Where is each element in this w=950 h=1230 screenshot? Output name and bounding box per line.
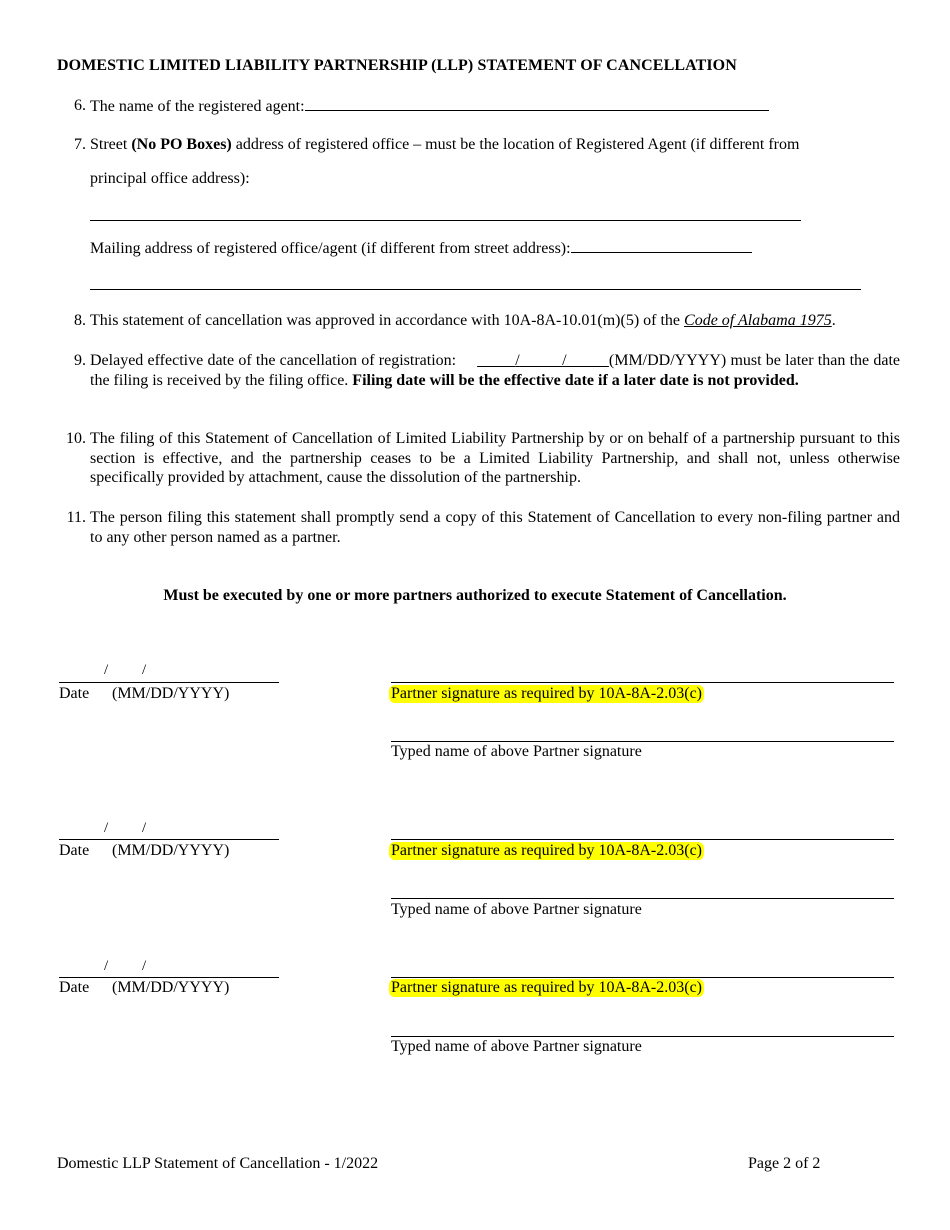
item-9-bold: Filing date will be the effective date if a later date is not provided. xyxy=(352,371,799,389)
item-11-text: The person filing this statement shall promptly send a copy of this Statement of Cancellation to every non-filing partner and to any other person named as a partner. xyxy=(90,509,900,546)
item-number: 8. xyxy=(74,312,86,329)
item-11 xyxy=(58,508,900,548)
typed-name-label: Typed name of above Partner signature xyxy=(391,743,642,760)
date-slash: / xyxy=(142,820,147,836)
signature-label: Partner signature as required by 10A-8A-2.03(c) xyxy=(391,685,703,702)
item-7-post: address of registered office – must be the location of Registered Agent (if different from xyxy=(231,136,800,153)
date-format: (MM/DD/YYYY) xyxy=(112,979,230,996)
registered-agent-name-field[interactable] xyxy=(305,96,769,111)
execute-notice: Must be executed by one or more partners authorized to execute Statement of Cancellation. xyxy=(163,587,787,604)
item-6-text: The name of the registered agent: xyxy=(90,98,305,115)
item-9-pre: Delayed effective date of the cancellation of registration: xyxy=(90,352,457,369)
footer-page-number: Page 2 of 2 xyxy=(748,1155,821,1172)
item-number: 6. xyxy=(74,97,86,114)
item-7-pre: Street xyxy=(90,136,132,153)
date-slash: / xyxy=(104,958,109,974)
date-label: Date xyxy=(59,842,90,859)
page-title: DOMESTIC LIMITED LIABILITY PARTNERSHIP (LLP) STATEMENT OF CANCELLATION xyxy=(57,57,737,74)
typed-name-field[interactable] xyxy=(391,898,894,899)
item-number: 11. xyxy=(66,509,86,526)
item-9 xyxy=(58,351,900,411)
mailing-address-row xyxy=(90,238,752,258)
item-number: 7. xyxy=(74,136,86,153)
date-separator: / xyxy=(562,352,567,369)
date-format: (MM/DD/YYYY) xyxy=(112,842,230,859)
signature-label: Partner signature as required by 10A-8A-2.03(c) xyxy=(391,979,703,996)
mailing-address-field[interactable] xyxy=(571,238,752,253)
item-9-post: (MM/DD/YYYY) must be later than the date the filing is received by the filing office. xyxy=(90,352,901,389)
item-10-text: The filing of this Statement of Cancellation of Limited Liability Partnership by or on behalf of a partnership pursuant to this section is effective, and the partnership ceases to be a Limited Liability Partnership, and shall not, unless otherwise specifically provided by attachment, cause the dissolution of the partnership. xyxy=(90,430,900,486)
typed-name-label: Typed name of above Partner signature xyxy=(391,901,642,918)
date-slash: / xyxy=(142,958,147,974)
item-7-line2: principal office address): xyxy=(90,170,250,187)
item-number: 10. xyxy=(66,430,86,447)
item-10 xyxy=(58,429,900,489)
typed-name-label: Typed name of above Partner signature xyxy=(391,1038,642,1055)
item-7 xyxy=(58,135,900,155)
signature-label: Partner signature as required by 10A-8A-2.03(c) xyxy=(391,842,703,859)
date-separator: / xyxy=(515,352,520,369)
date-format: (MM/DD/YYYY) xyxy=(112,685,230,702)
date-slash: / xyxy=(104,820,109,836)
item-6 xyxy=(58,96,900,116)
delayed-date-field[interactable] xyxy=(477,352,609,369)
date-slash: / xyxy=(142,662,147,678)
date-label: Date xyxy=(59,685,90,702)
partner-signature-field[interactable] xyxy=(391,682,894,683)
mailing-address-field-2[interactable] xyxy=(90,289,861,290)
item-7-bold: (No PO Boxes) xyxy=(131,136,232,153)
item-8 xyxy=(58,311,900,331)
code-of-alabama: Code of Alabama 1975 xyxy=(684,312,832,329)
date-field[interactable] xyxy=(59,977,279,978)
date-field[interactable] xyxy=(59,682,279,683)
partner-signature-field[interactable] xyxy=(391,839,894,840)
street-address-field[interactable] xyxy=(90,220,801,221)
date-label: Date xyxy=(59,979,90,996)
typed-name-field[interactable] xyxy=(391,1036,894,1037)
partner-signature-field[interactable] xyxy=(391,977,894,978)
item-8-end: . xyxy=(831,312,836,329)
date-field[interactable] xyxy=(59,839,279,840)
mailing-address-label: Mailing address of registered office/agent (if different from street address): xyxy=(90,240,571,257)
date-slash: / xyxy=(104,662,109,678)
item-8-text: This statement of cancellation was approved in accordance with 10A-8A-10.01(m)(5) of the xyxy=(90,312,685,329)
footer-form-name: Domestic LLP Statement of Cancellation - 1/2022 xyxy=(57,1155,379,1172)
item-number: 9. xyxy=(74,352,86,369)
typed-name-field[interactable] xyxy=(391,741,894,742)
